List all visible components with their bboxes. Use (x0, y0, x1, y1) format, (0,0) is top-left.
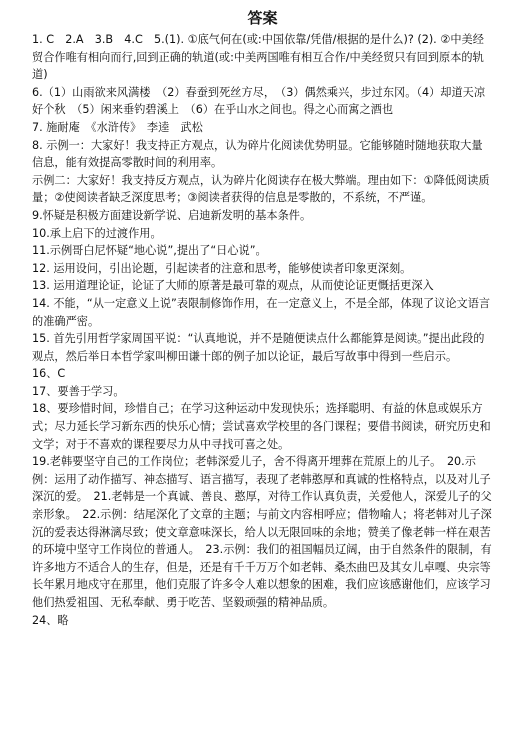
page-title: 答案 (247, 9, 278, 27)
answer-6: 6.（1）山雨欲来风满楼 （2）春蚕到死丝方尽， （3）偶然乘兴，步过东冈。（4）却道天凉好个秋 （5）闲来垂钓碧溪上 （6）在乎山水之间也。得之心而寓之酒也 (32, 85, 486, 117)
answer-1-5: 1. C 2.A 3.B 4.C 5.(1). ①底气何在(或:中国依靠/凭借/根据的是什么)? (2). ②中美经贸合作唯有相向而行,回到正确的轨道(或:中美两国唯有相互合作/中美经贸只有回到原本的轨道) (32, 33, 484, 82)
answer-8-example-2: 示例二：大家好！我支持反方观点，认为碎片化阅读存在极大弊端。理由如下：①降低阅读质量；②使阅读者缺乏深度思考；③阅读者获得的信息是零散的，不系统，不严谨。 (32, 173, 490, 205)
answer-17: 17、要善于学习。 (32, 384, 125, 398)
answer-13: 13. 运用道理论证，论证了大师的原著是最可靠的观点，从而使论证更慨括更深入 (32, 279, 434, 293)
answer-11: 11.示例哥白尼怀疑“地心说”,提出了“日心说”。 (32, 244, 267, 258)
answer-24: 24、略 (32, 613, 69, 627)
answer-15: 15. 首先引用哲学家周国平说：“认真地说，并不是随便读点什么都能算是阅读。”提出此段的观点，然后举日本哲学家叫柳田谦十郎的例子加以论证，最后写故事中得到一些启示。 (32, 332, 485, 363)
answer-10: 10.承上启下的过渡作用。 (32, 226, 162, 240)
answer-19-23: 19.老韩要坚守自己的工作岗位；老韩深爱儿子，舍不得离开埋葬在荒原上的儿子。 20.示例：运用了动作描写、神态描写、语言描写，表现了老韩憨厚和真诚的性格特点，以及对儿子深沉的爱。 21.老韩是一个真诚、善良、憨厚，对待工作认真负责，关爱他人，深爱儿子的父亲形象。 22.示例：结尾深化了文章的主题；与前文内容相呼应；借物喻人；将老韩对儿子深沉的爱表达得淋漓尽致；使文章意味深长，给人以无限回味的余地；赞美了像老韩一样在艰苦的环境中坚守工作岗位的普通人。 23.示例：我们的祖国幅员辽阔，由于自然条件的限制，有许多地方不适合人的生存，但是，还是有千千万万个如老韩、桑杰曲巴及其女儿卓嘎、央宗等长年累月地戍守在那里，他们克服了许多令人难以想象的困难，我们应该感谢他们，应该学习他们热爱祖国、无私奉献、勇于吃苦、坚毅顽强的精神品质。 (32, 455, 492, 609)
answer-12: 12. 运用设问，引出论题，引起读者的注意和思考，能够使读者印象更深刻。 (32, 261, 412, 275)
answer-7: 7. 施耐庵 《水浒传》 李逵 武松 (32, 120, 203, 134)
answer-16: 16、C (32, 367, 66, 381)
answer-8-example-1: 8. 示例一：大家好！我支持正方观点，认为碎片化阅读优势明显。它能够随时随地获取大量信息，能有效提高零散时间的利用率。 (32, 138, 483, 170)
answer-14: 14. 不能，“从一定意义上说”表限制修饰作用，在一定意义上，不是全部，体现了议论文语言的准确严密。 (32, 296, 491, 328)
answer-9: 9.怀疑是积极方面建设新学说、启迪新发明的基本条件。 (32, 208, 312, 222)
answer-18: 18、要珍惜时间，珍惜自己；在学习这种运动中发现快乐；选择聪明、有益的休息或娱乐方式；尽力延长学习新东西的快乐心情；尝试喜欢学校里的各门课程；要借书阅读，研究历史和文学；对于不喜欢的课程要尽力从中寻找可喜之处。 (32, 402, 491, 451)
